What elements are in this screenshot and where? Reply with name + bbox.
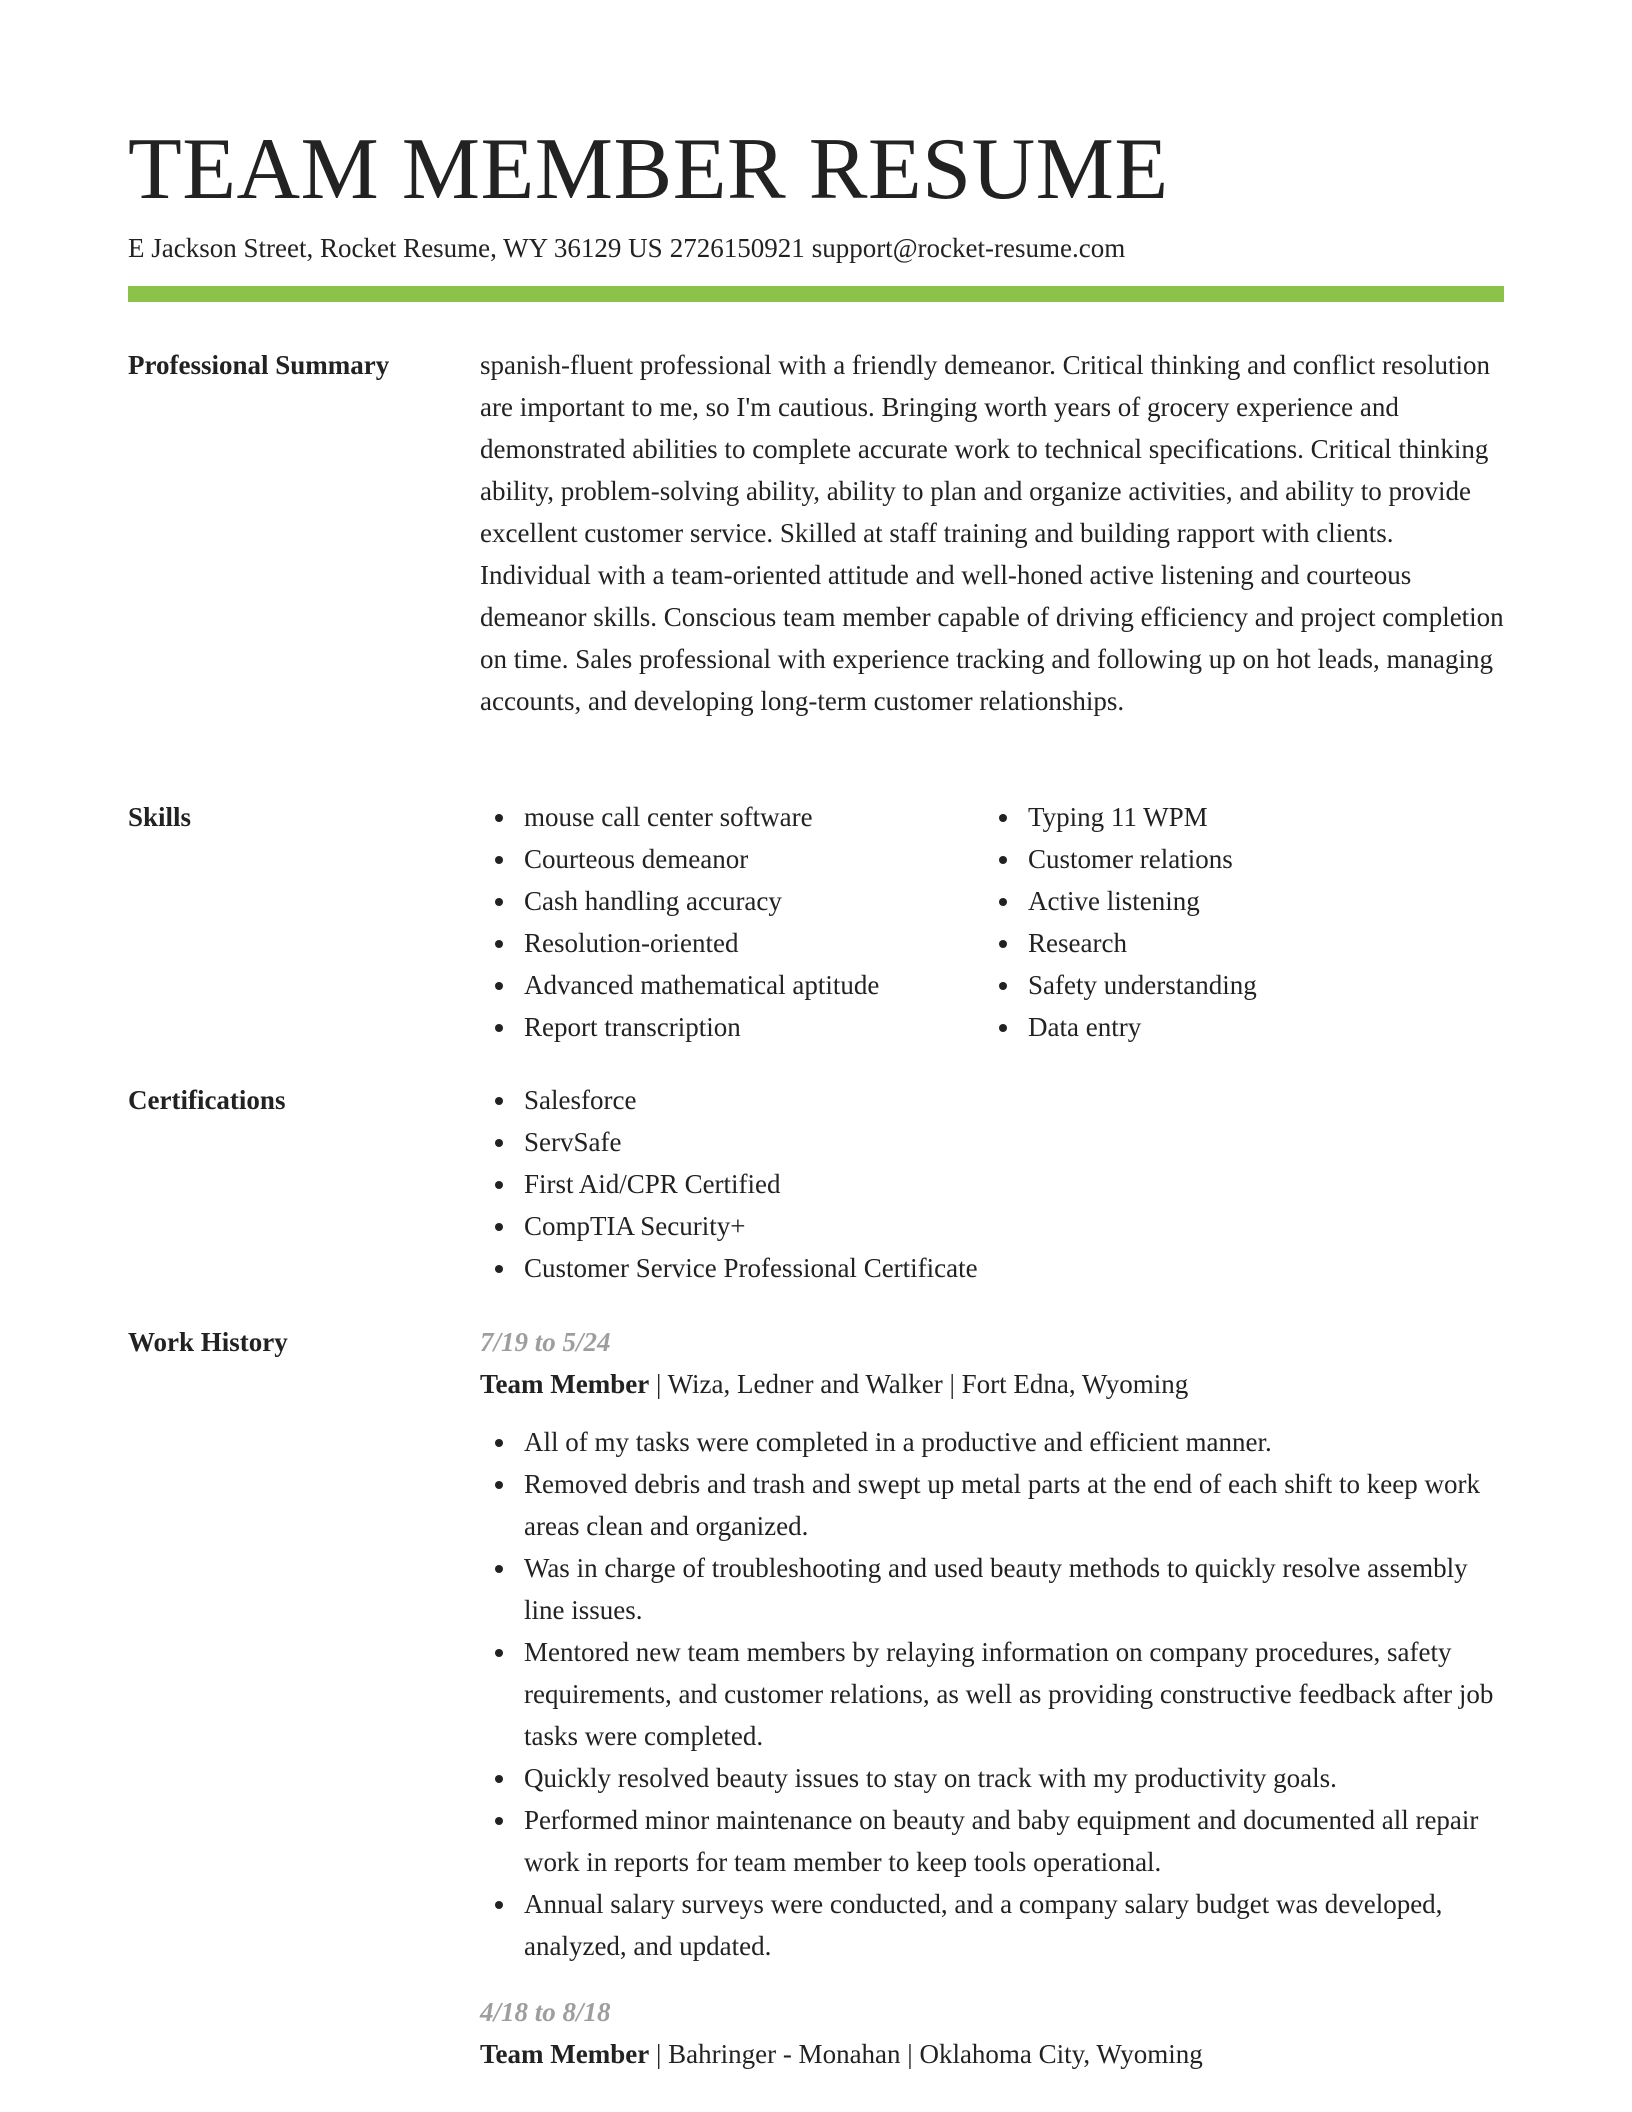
certifications-list — [480, 1079, 1504, 1289]
job-bullet: Performed minor maintenance on beauty and baby equipment and documented all repair work in reports for team member to keep tools operational. — [480, 1799, 1504, 1883]
job-entry — [480, 1991, 1504, 2075]
summary-label: Professional Summary — [128, 350, 390, 380]
job-bullet: Was in charge of troubleshooting and used beauty methods to quickly resolve assembly line issues. — [480, 1547, 1504, 1631]
skill-item: Courteous demeanor — [480, 838, 984, 880]
job-bullet: Annual salary surveys were conducted, and a company salary budget was developed, analyzed, and updated. — [480, 1883, 1504, 1967]
header-divider — [128, 286, 1504, 302]
skills-body — [480, 796, 1504, 1048]
skill-item: Advanced mathematical aptitude — [480, 964, 984, 1006]
certification-item: ServSafe — [480, 1121, 1504, 1163]
job-heading — [480, 2033, 1504, 2075]
certification-item: CompTIA Security+ — [480, 1205, 1504, 1247]
skill-item: Resolution-oriented — [480, 922, 984, 964]
work-history-label: Work History — [128, 1327, 288, 1357]
certification-item: First Aid/CPR Certified — [480, 1163, 1504, 1205]
summary-body — [480, 344, 1504, 722]
contact-address: E Jackson Street, Rocket Resume, WY 36129 US — [128, 233, 663, 263]
skills-list-left — [480, 796, 984, 1048]
skill-item: Research — [984, 922, 1488, 964]
contact-line — [128, 230, 1125, 266]
job-dates: 4/18 to 8/18 — [480, 1997, 611, 2027]
certifications-label: Certifications — [128, 1085, 286, 1115]
contact-email: support@rocket-resume.com — [811, 233, 1126, 263]
job-details: | Wiza, Ledner and Walker | Fort Edna, Wyoming — [649, 1369, 1189, 1399]
job-bullet: Mentored new team members by relaying information on company procedures, safety requirements, and customer relations, as well as providing constructive feedback after job tasks were completed. — [480, 1631, 1504, 1757]
skill-item: Typing 11 WPM — [984, 796, 1488, 838]
certification-item: Customer Service Professional Certificate — [480, 1247, 1504, 1289]
skill-item: Cash handling accuracy — [480, 880, 984, 922]
job-dates: 7/19 to 5/24 — [480, 1327, 611, 1357]
certification-item: Salesforce — [480, 1079, 1504, 1121]
skill-item: Safety understanding — [984, 964, 1488, 1006]
skills-list-right — [984, 796, 1488, 1048]
skill-item: Report transcription — [480, 1006, 984, 1048]
skills-label: Skills — [128, 802, 192, 832]
job-bullet: Removed debris and trash and swept up metal parts at the end of each shift to keep work areas clean and organized. — [480, 1463, 1504, 1547]
skill-item: mouse call center software — [480, 796, 984, 838]
resume-title: TEAM MEMBER RESUME — [128, 121, 1169, 218]
skills-columns — [480, 796, 1504, 1048]
job-entry — [480, 1321, 1504, 1967]
job-bullet: All of my tasks were completed in a productive and efficient manner. — [480, 1421, 1504, 1463]
job-title: Team Member — [480, 1369, 650, 1399]
job-heading — [480, 1363, 1504, 1405]
certifications-body — [480, 1079, 1504, 1289]
job-details: | Bahringer - Monahan | Oklahoma City, Wyoming — [649, 2039, 1203, 2069]
skill-item: Customer relations — [984, 838, 1488, 880]
job-bullets — [480, 1421, 1504, 1967]
job-title: Team Member — [480, 2039, 650, 2069]
skill-item: Active listening — [984, 880, 1488, 922]
work-history-body — [480, 1321, 1504, 2069]
skill-item: Data entry — [984, 1006, 1488, 1048]
contact-phone: 2726150921 — [669, 233, 805, 263]
summary-text: spanish-fluent professional with a friendly demeanor. Critical thinking and conflict resolution are important to me, so I'm cautious. Bringing worth years of grocery experience and demonstrated abilities to complete accurate work to technical specifications. Critical thinking ability, problem-solving ability, ability to plan and organize activities, and ability to provide excellent customer service. Skilled at staff training and building rapport with clients. Individual with a team-oriented attitude and well-honed active listening and courteous demeanor skills. Conscious team member capable of driving efficiency and project completion on time. Sales professional with experience tracking and following up on hot leads, managing accounts, and developing long-term customer relationships. — [480, 350, 1504, 716]
job-bullet: Quickly resolved beauty issues to stay on track with my productivity goals. — [480, 1757, 1504, 1799]
